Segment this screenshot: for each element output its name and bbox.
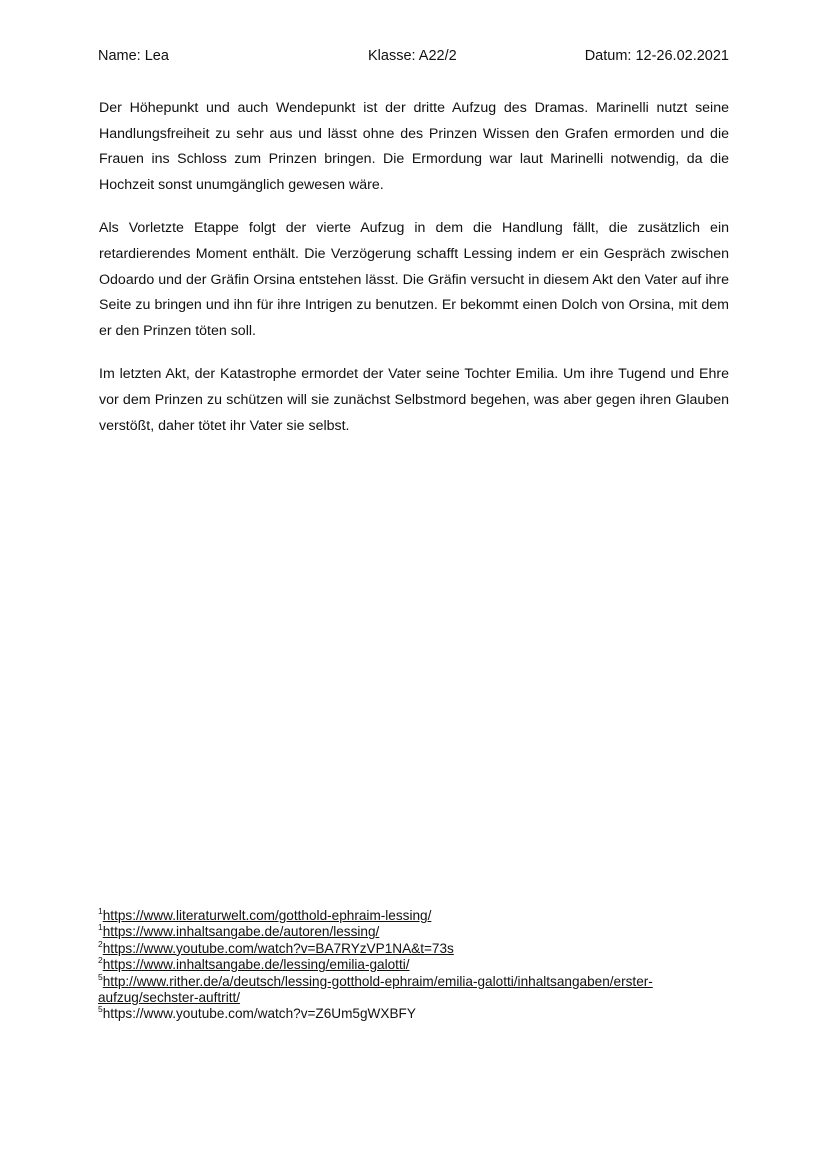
footnote-mark: 5 [98, 1004, 103, 1015]
footnote-link[interactable]: https://www.inhaltsangabe.de/lessing/emilia-galotti/ [102, 957, 410, 973]
footnote-link[interactable]: https://www.inhaltsangabe.de/autoren/lessing/ [102, 924, 380, 940]
footnote [98, 908, 738, 924]
paragraph: Im letzten Akt, der Katastrophe ermordet der Vater seine Tochter Emilia. Um ihre Tugend und Ehre vor dem Prinzen zu schützen will sie zunächst Selbstmord begehen, was aber gegen ihren Glauben verstößt, daher tötet ihr Vater sie selbst. [99, 366, 729, 434]
body-text [99, 96, 729, 457]
footnote-mark: 2 [98, 955, 103, 966]
paragraph: Als Vorletzte Etappe folgt der vierte Aufzug in dem die Handlung fällt, die zusätzlich ein retardierendes Moment enthält. Die Verzögerung schafft Lessing indem er ein Gespräch zwischen Odoardo und der Gräfin Orsina entstehen lässt. Die Gräfin versucht in diesem Akt den Vater auf ihre Seite zu bringen und ihn für ihre Intrigen zu benutzen. Er bekommt einen Dolch von Orsina, mit dem er den Prinzen töten soll. [99, 220, 729, 339]
footnote [98, 957, 738, 973]
footnote-text: https://www.youtube.com/watch?v=Z6Um5gWXBFY [102, 1006, 416, 1022]
footnote [98, 938, 738, 957]
footnote-mark: 2 [98, 938, 103, 949]
date-label: Datum: 12-26.02.2021 [584, 48, 729, 64]
footnote-link[interactable]: http://www.rither.de/a/deutsch/lessing-gotthold-ephraim/emilia-galotti/inhaltsangaben/erster-aufzug/sechster-auftritt/ [98, 973, 653, 1006]
paragraph: Der Höhepunkt und auch Wendepunkt ist der dritte Aufzug des Dramas. Marinelli nutzt seine Handlungsfreiheit zu sehr aus und lässt ohne des Prinzen Wissen den Grafen ermorden und die Frauen ins Schloss zum Prinzen bringen. Die Ermordung war laut Marinelli notwendig, da die Hochzeit sonst unumgänglich gewesen wäre. [99, 100, 729, 193]
footnote-mark: 5 [98, 971, 103, 982]
footnotes [98, 908, 738, 1023]
footnote-link[interactable]: https://www.youtube.com/watch?v=BA7RYzVP1NA&t=73s [102, 940, 454, 956]
footnote-mark: 1 [98, 906, 103, 916]
footnote [98, 971, 728, 1007]
footnote-link[interactable]: https://www.literaturwelt.com/gotthold-ephraim-lessing/ [102, 908, 432, 923]
student-name: Name: Lea [98, 48, 169, 64]
footnote-mark: 1 [98, 922, 103, 933]
class-label: Klasse: A22/2 [368, 48, 457, 64]
footnote [98, 1006, 738, 1022]
page-header [98, 48, 729, 70]
footnote [98, 924, 738, 940]
